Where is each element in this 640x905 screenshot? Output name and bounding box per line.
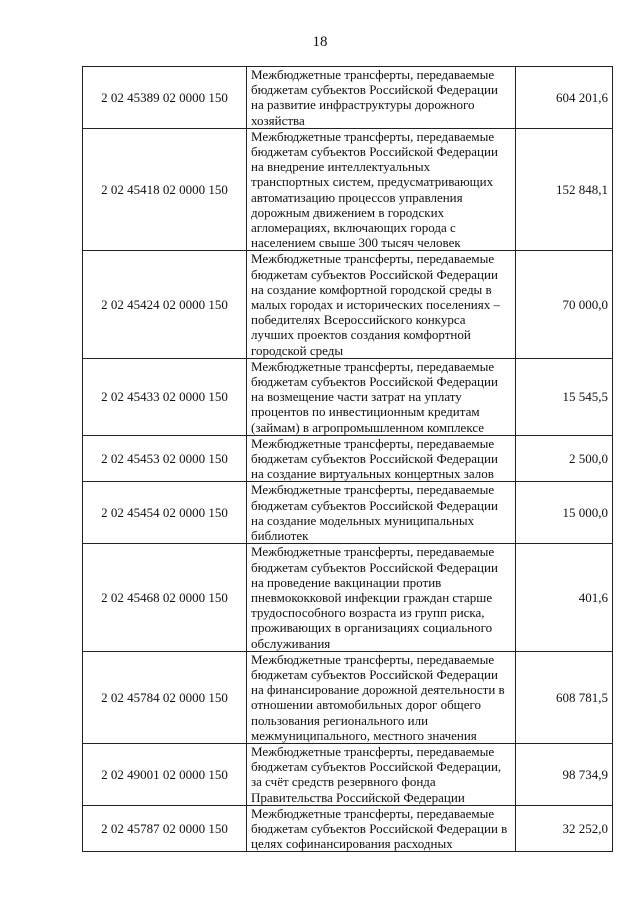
budget-code: 2 02 45787 02 0000 150 (83, 805, 247, 852)
budget-code: 2 02 45424 02 0000 150 (83, 251, 247, 358)
table-row (83, 743, 613, 805)
transfer-amount: 152 848,1 (516, 128, 613, 251)
budget-code: 2 02 45468 02 0000 150 (83, 544, 247, 651)
transfer-amount: 608 781,5 (516, 651, 613, 743)
table-row (83, 128, 613, 251)
transfer-description: Межбюджетные трансферты, передаваемые бюджетам субъектов Российской Федерации на проведение вакцинации против пневмококковой инфекции граждан старше трудоспособного возраста из групп риска, проживающих в организациях социального обслуживания (247, 544, 516, 651)
transfer-description: Межбюджетные трансферты, передаваемые бюджетам субъектов Российской Федерации в целях софинансирования расходных (247, 805, 516, 852)
table-row (83, 435, 613, 482)
table-row (83, 544, 613, 651)
budget-table (82, 66, 613, 852)
table-row (83, 651, 613, 743)
transfer-description: Межбюджетные трансферты, передаваемые бюджетам субъектов Российской Федерации на финансирование дорожной деятельности в отношении автомобильных дорог общего пользования регионального или межмуниципального, местного значения (247, 651, 516, 743)
transfer-description: Межбюджетные трансферты, передаваемые бюджетам субъектов Российской Федерации на создание модельных муниципальных библиотек (247, 482, 516, 544)
transfer-description: Межбюджетные трансферты, передаваемые бюджетам субъектов Российской Федерации на возмещение части затрат на уплату процентов по инвестиционным кредитам (займам) в агропромышленном комплексе (247, 358, 516, 435)
transfer-description: Межбюджетные трансферты, передаваемые бюджетам субъектов Российской Федерации на внедрение интеллектуальных транспортных систем, предусматривающих автоматизацию процессов управления дорожным движением в городских агломерациях, включающих города с населением свыше 300 тысяч человек (247, 128, 516, 251)
table-row (83, 805, 613, 852)
table-row (83, 482, 613, 544)
budget-code: 2 02 45389 02 0000 150 (83, 67, 247, 129)
transfer-amount: 604 201,6 (516, 67, 613, 129)
budget-code: 2 02 49001 02 0000 150 (83, 743, 247, 805)
transfer-description: Межбюджетные трансферты, передаваемые бюджетам субъектов Российской Федерации, за счёт средств резервного фонда Правительства Российской Федерации (247, 743, 516, 805)
transfer-description: Межбюджетные трансферты, передаваемые бюджетам субъектов Российской Федерации на создание комфортной городской среды в малых городах и исторических поселениях – победителях Всероссийского конкурса лучших проектов создания комфортной городской среды (247, 251, 516, 358)
transfer-description: Межбюджетные трансферты, передаваемые бюджетам субъектов Российской Федерации на создание виртуальных концертных залов (247, 435, 516, 482)
budget-code: 2 02 45784 02 0000 150 (83, 651, 247, 743)
table-row (83, 67, 613, 129)
table-row (83, 358, 613, 435)
transfer-description: Межбюджетные трансферты, передаваемые бюджетам субъектов Российской Федерации на развитие инфраструктуры дорожного хозяйства (247, 67, 516, 129)
budget-code: 2 02 45454 02 0000 150 (83, 482, 247, 544)
budget-code: 2 02 45453 02 0000 150 (83, 435, 247, 482)
transfer-amount: 32 252,0 (516, 805, 613, 852)
budget-code: 2 02 45418 02 0000 150 (83, 128, 247, 251)
budget-code: 2 02 45433 02 0000 150 (83, 358, 247, 435)
page-number: 18 (312, 34, 328, 50)
transfer-amount: 70 000,0 (516, 251, 613, 358)
transfer-amount: 401,6 (516, 544, 613, 651)
table-row (83, 251, 613, 358)
transfer-amount: 15 545,5 (516, 358, 613, 435)
transfer-amount: 15 000,0 (516, 482, 613, 544)
transfer-amount: 98 734,9 (516, 743, 613, 805)
transfer-amount: 2 500,0 (516, 435, 613, 482)
